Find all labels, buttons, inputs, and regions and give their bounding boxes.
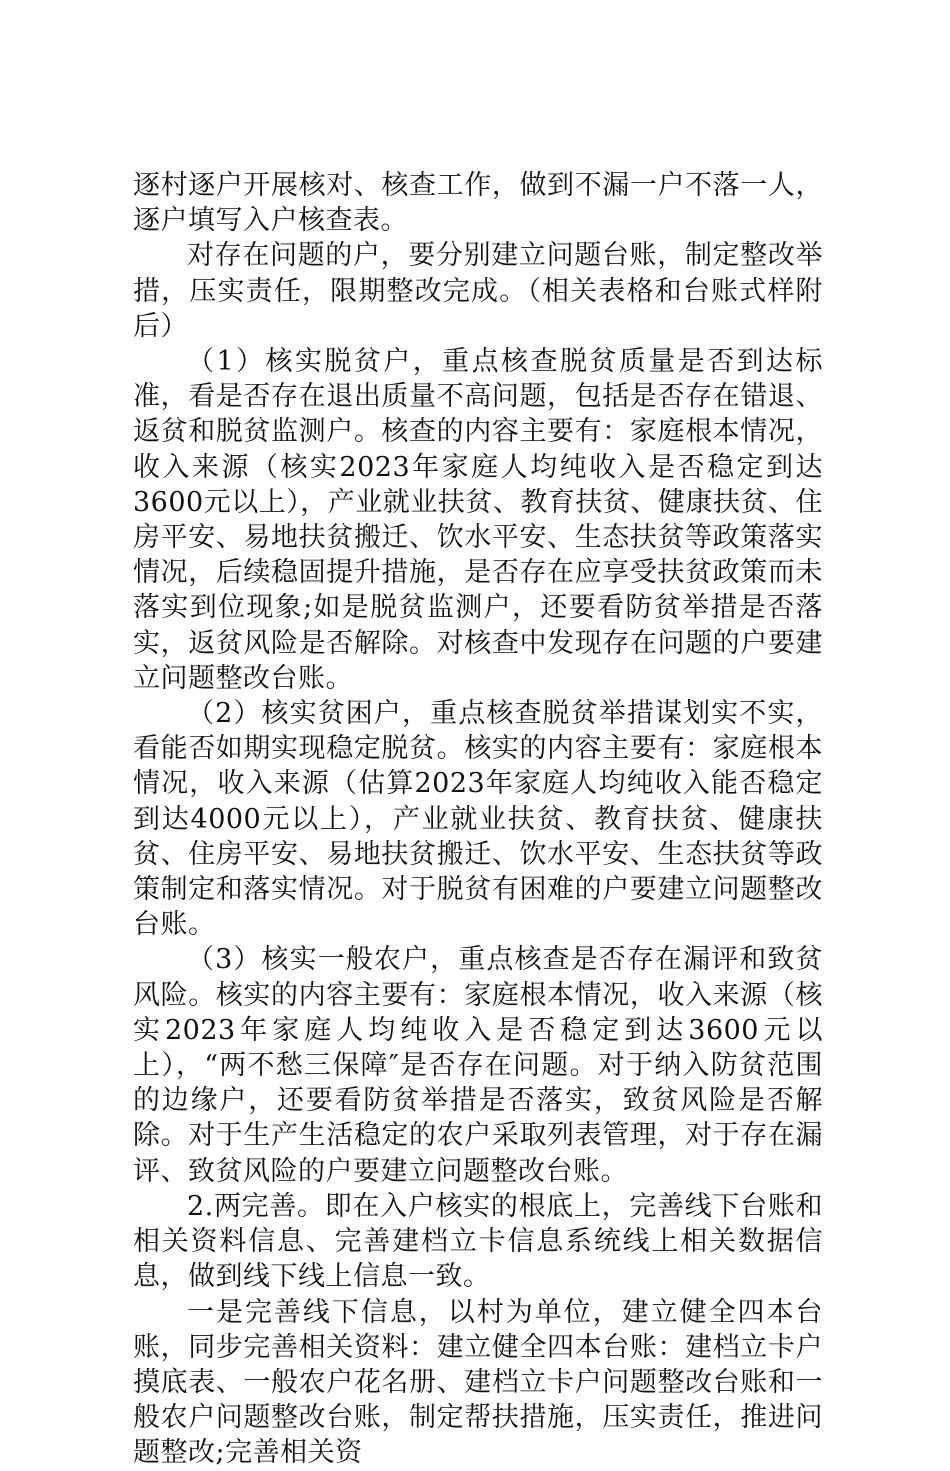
paragraph-4: （2）核实贫困户，重点核查脱贫举措谋划实不实，看能否如期实现稳定脱贫。核实的内容主要有：家庭根本情况，收入来源（估算2023年家庭人均纯收入能否稳定到达4000元以上），产业就业扶贫、教育扶贫、健康扶贫、住房平安、易地扶贫搬迁、饮水平安、生态扶贫等政策制定和落实情况。对于脱贫有困难的户要建立问题整改台账。: [133, 698, 823, 941]
paragraph-2: 对存在问题的户，要分别建立问题台账，制定整改举措，压实责任，限期整改完成。（相关表格和台账式样附后）: [133, 240, 823, 342]
paragraph-6: 2.两完善。即在入户核实的根底上，完善线下台账和相关资料信息、完善建档立卡信息系统线上相关数据信息，做到线下线上信息一致。: [133, 1190, 823, 1293]
document-body: [133, 168, 823, 1471]
paragraph-5: （3）核实一般农户，重点核查是否存在漏评和致贫风险。核实的内容主要有：家庭根本情况，收入来源（核实2023年家庭人均纯收入是否稳定到达3600元以上），“两不愁三保障″是否存在问题。对于纳入防贫范围的边缘户，还要看防贫举措是否落实，致贫风险是否解除。对于生产生活稳定的农户采取列表管理，对于存在漏评、致贫风险的户要建立问题整改台账。: [133, 944, 823, 1187]
paragraph-1: 逐村逐户开展核对、核查工作，做到不漏一户不落一人，逐户填写入户核查表。: [133, 170, 823, 237]
paragraph-7: 一是完善线下信息，以村为单位，建立健全四本台账，同步完善相关资料：建立健全四本台账：建档立卡户摸底表、一般农户花名册、建档立卡户问题整改台账和一般农户问题整改台账，制定帮扶措施，压实责任，推进问题整改;完善相关资: [133, 1296, 823, 1469]
paragraph-3: （1）核实脱贫户，重点核查脱贫质量是否到达标准，看是否存在退出质量不高问题，包括是否存在错退、返贫和脱贫监测户。核查的内容主要有：家庭根本情况，收入来源（核实2023年家庭人均纯收入是否稳定到达3600元以上），产业就业扶贫、教育扶贫、健康扶贫、住房平安、易地扶贫搬迁、饮水平安、生态扶贫等政策落实情况，后续稳固提升措施，是否存在应享受扶贫政策而未落实到位现象;如是脱贫监测户，还要看防贫举措是否落实，返贫风险是否解除。对核查中发现存在问题的户要建立问题整改台账。: [133, 346, 823, 694]
